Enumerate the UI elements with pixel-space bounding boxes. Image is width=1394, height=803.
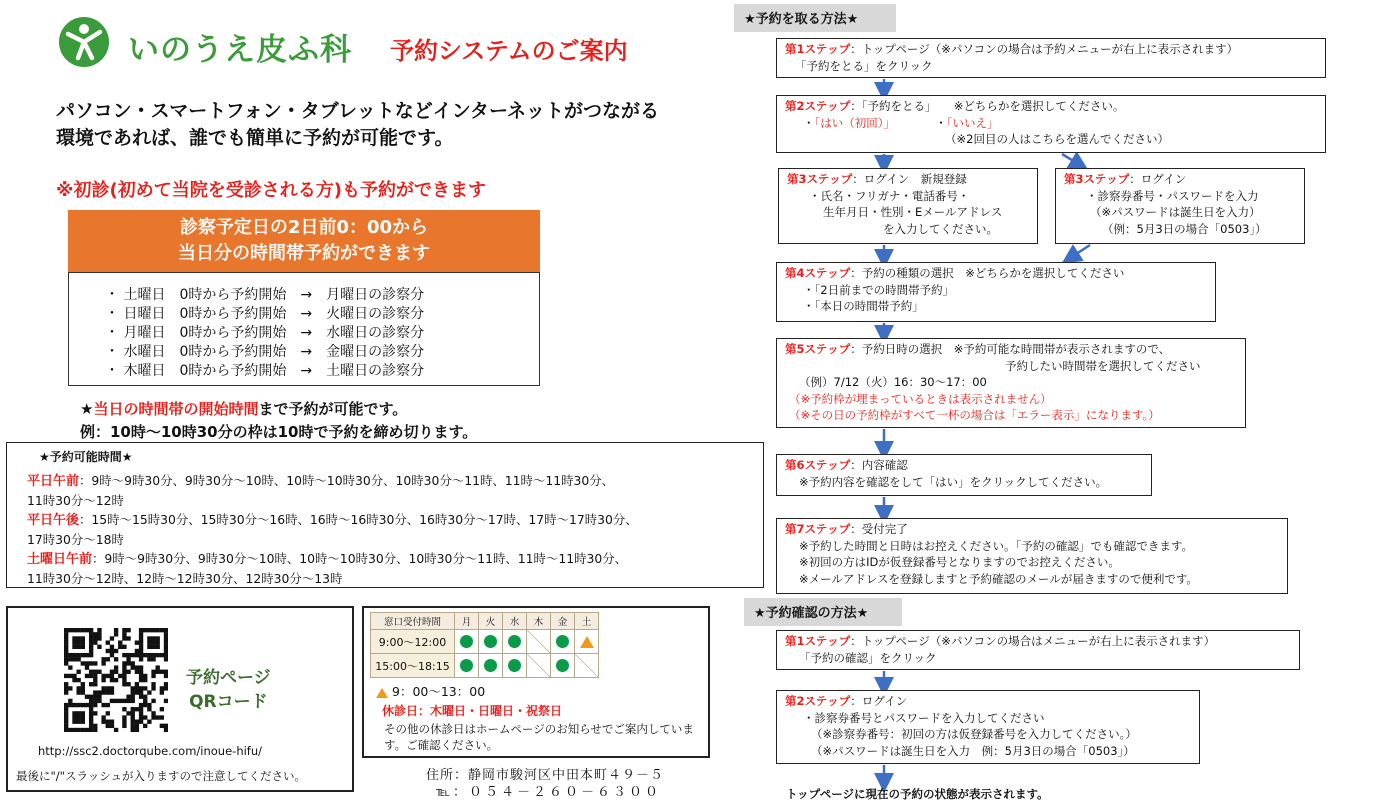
table-header-row bbox=[371, 613, 599, 630]
weekday-am-line bbox=[27, 471, 763, 491]
closed-cell bbox=[527, 630, 551, 654]
step-warning: （※その日の予約枠がすべて一杯の場合は「エラー表示」になります。） bbox=[789, 408, 1160, 422]
open-cell bbox=[479, 630, 503, 654]
step-text: （※2回目の人はこちらを選んでください） bbox=[945, 132, 1169, 146]
weekday-pm-line bbox=[27, 510, 763, 530]
step-text: 「予約の確認」をクリック bbox=[799, 650, 937, 665]
clinic-name: いのうえ皮ふ科 bbox=[128, 32, 352, 68]
url-slash-note: 最後に"/"スラッシュが入りますので注意してください。 bbox=[16, 769, 306, 783]
step-text: 生年月日・性別・Eメールアドレス bbox=[823, 205, 1003, 219]
bullet: ・ bbox=[889, 115, 947, 130]
confirm-step-2-box bbox=[776, 690, 1200, 764]
page-title: 予約システムのご案内 bbox=[390, 37, 628, 65]
weekday-am-line-2: 11時30分～12時 bbox=[27, 493, 124, 508]
weekday-pm-times: ：15時～15時30分、15時30分～16時、16時～16時30分、16時30分～17時、17時～17時30分、 bbox=[79, 512, 638, 527]
step-label: 第4ステップ bbox=[785, 266, 851, 280]
deadline-rest: まで予約が可能です。 bbox=[258, 400, 408, 418]
step-text: ・「本日の時間帯予約」 bbox=[803, 299, 924, 313]
step-text: を入力してください。 bbox=[883, 221, 998, 236]
intro-text bbox=[56, 98, 736, 152]
reception-hours-table bbox=[370, 612, 599, 678]
open-dot-icon bbox=[508, 635, 521, 648]
address: 住所：静岡市駿河区中田本町４９－５ bbox=[426, 768, 665, 783]
step-label: 第3ステップ bbox=[787, 172, 853, 186]
step-1-box bbox=[776, 38, 1326, 78]
open-cell bbox=[503, 654, 527, 678]
step-6-box bbox=[776, 454, 1152, 496]
step-text: 「予約をとる」をクリック bbox=[795, 58, 933, 73]
open-dot-icon bbox=[484, 635, 497, 648]
confirm-step-1-box bbox=[776, 630, 1300, 670]
open-cell bbox=[455, 654, 479, 678]
qr-label-line-2: QRコード bbox=[189, 692, 268, 712]
schedule-row: ・ 日曜日 0時から予約開始 → 火曜日の診察分 bbox=[105, 306, 425, 322]
open-cell bbox=[551, 630, 575, 654]
booking-schedule-list bbox=[68, 272, 540, 386]
step-text: ：ログイン bbox=[850, 694, 908, 708]
step-3-returning-box bbox=[1055, 168, 1305, 244]
step-label: 第7ステップ bbox=[785, 522, 851, 536]
step-5-box bbox=[776, 338, 1246, 428]
saturday-hours bbox=[376, 682, 485, 700]
step-text: ・「2日前までの時間帯予約」 bbox=[803, 282, 955, 297]
option-yes: 「はい（初回）」 bbox=[814, 115, 890, 130]
step-text: ：予約日時の選択 ※予約可能な時間帯が表示されますので、 bbox=[850, 342, 1171, 356]
step-7-box bbox=[776, 518, 1288, 594]
how-to-book-heading: ★予約を取る方法★ bbox=[734, 4, 896, 32]
open-dot-icon bbox=[556, 635, 569, 648]
qr-code-box bbox=[6, 606, 354, 792]
reception-hours-box bbox=[362, 606, 710, 758]
step-text: ：受付完了 bbox=[850, 522, 908, 536]
open-cell bbox=[551, 654, 575, 678]
day-header: 金 bbox=[551, 613, 575, 630]
step-text: ：内容確認 bbox=[850, 458, 908, 472]
star-mark: ★ bbox=[80, 400, 94, 418]
weekday-pm-line-2: 17時30分～18時 bbox=[27, 532, 124, 547]
step-label: 第3ステップ bbox=[1064, 172, 1130, 186]
saturday-label: 土曜日午前 bbox=[27, 552, 93, 567]
closed-days: 休診日：木曜日・日曜日・祝祭日 bbox=[382, 704, 563, 718]
triangle-icon bbox=[376, 688, 388, 698]
saturday-line-2: 11時30分～12時、12時～12時30分、12時30分～13時 bbox=[27, 571, 343, 586]
time-cell: 15:00～18:15 bbox=[371, 654, 455, 678]
step-label: 第5ステップ bbox=[785, 342, 851, 356]
step-text: ：トップページ（※パソコンの場合はメニューが右上に表示されます） bbox=[850, 634, 1216, 648]
other-closed-note: その他の休診日はホームページのお知らせでご案内しています。ご確認ください。 bbox=[384, 722, 694, 752]
banner-line-1: 診察予定日の2日前0：00から bbox=[179, 217, 429, 238]
step-text: （例）7/12（火）16：30～17：00 bbox=[799, 375, 987, 389]
weekday-am-times: ：9時～9時30分、9時30分～10時、10時～10時30分、10時30分～11時、11時～11時30分、 bbox=[79, 473, 615, 488]
step-text: ※初回の方はIDが仮登録番号となりますのでお控えください。 bbox=[799, 555, 1120, 569]
open-dot-icon bbox=[460, 659, 473, 672]
deadline-example: 例：10時～10時30分の枠は10時で予約を締め切ります。 bbox=[80, 423, 478, 441]
step-text: 予約したい時間帯を選択してください bbox=[1005, 358, 1201, 373]
qr-code-icon[interactable] bbox=[64, 628, 168, 732]
open-cell bbox=[455, 630, 479, 654]
step-label: 第2ステップ bbox=[785, 99, 851, 113]
table-row bbox=[371, 630, 599, 654]
available-times-box bbox=[6, 442, 764, 588]
banner-line-2: 当日分の時間帯予約ができます bbox=[178, 243, 430, 264]
step-text: ：ログイン 新規登録 bbox=[852, 172, 967, 186]
schedule-row: ・ 月曜日 0時から予約開始 → 水曜日の診察分 bbox=[105, 325, 425, 341]
bullet: ・ bbox=[803, 115, 815, 130]
weekday-pm-label: 平日午後 bbox=[27, 513, 80, 528]
day-header: 水 bbox=[503, 613, 527, 630]
intro-line-2: 環境であれば、誰でも簡単に予約が可能です。 bbox=[56, 127, 454, 149]
schedule-row: ・ 土曜日 0時から予約開始 → 月曜日の診察分 bbox=[105, 287, 425, 303]
table-header-cell: 窓口受付時間 bbox=[371, 613, 455, 630]
step-text: ※予約内容を確認をして「はい」をクリックしてください。 bbox=[799, 474, 1108, 489]
open-cell bbox=[479, 654, 503, 678]
step-text: ：「予約をとる」 ※どちらかを選択してください。 bbox=[850, 99, 1125, 113]
closed-cell bbox=[575, 654, 599, 678]
weekday-am-label: 平日午前 bbox=[27, 474, 80, 489]
first-visit-note: ※初診(初めて当院を受診される方)も予約ができます bbox=[56, 180, 486, 201]
final-note: トップページに現在の予約の状態が表示されます。 bbox=[786, 787, 1049, 801]
step-text: ・氏名・フリガナ・電話番号・ bbox=[809, 188, 970, 203]
qr-label bbox=[186, 666, 271, 714]
table-row bbox=[371, 654, 599, 678]
step-text: ：予約の種類の選択 ※どちらかを選択してください bbox=[850, 266, 1125, 280]
saturday-times: ：9時～9時30分、9時30分～10時、10時～10時30分、10時30分～11時、11時～11時30分、 bbox=[92, 551, 628, 566]
step-text: （例：5月3日の場合「0503」） bbox=[1102, 221, 1267, 236]
schedule-row: ・ 木曜日 0時から予約開始 → 土曜日の診察分 bbox=[105, 363, 425, 379]
booking-url-link[interactable]: http://ssc2.doctorqube.com/inoue-hifu/ bbox=[38, 744, 263, 758]
step-text: （※パスワードは誕生日を入力） bbox=[1090, 205, 1261, 219]
step-text: ：ログイン bbox=[1129, 172, 1187, 186]
step-text: ※予約した時間と日時はお控えください。「予約の確認」でも確認できます。 bbox=[799, 538, 1193, 553]
open-cell bbox=[503, 630, 527, 654]
step-text: ・診察券番号とパスワードを入力してください bbox=[803, 710, 1045, 725]
step-label: 第1ステップ bbox=[785, 42, 851, 56]
option-no: 「いいえ」 bbox=[946, 115, 999, 130]
open-dot-icon bbox=[508, 659, 521, 672]
phone-number: ℡：０５４－２６０－６３００ bbox=[436, 785, 661, 800]
step-text: ※メールアドレスを登録しますと予約確認のメールが届きますので便利です。 bbox=[799, 571, 1198, 586]
step-4-box bbox=[776, 262, 1216, 322]
deadline-note bbox=[80, 398, 407, 419]
step-text: （※診察券番号：初回の方は仮登録番号を入力してください。） bbox=[811, 727, 1137, 741]
intro-line-1: パソコン・スマートフォン・タブレットなどインターネットがつながる bbox=[56, 100, 660, 122]
open-dot-icon bbox=[484, 659, 497, 672]
booking-window-banner bbox=[68, 210, 540, 272]
day-header: 火 bbox=[479, 613, 503, 630]
open-dot-icon bbox=[556, 659, 569, 672]
morning-only-cell bbox=[575, 630, 599, 654]
saturday-hours-text: 9：00～13：00 bbox=[392, 684, 486, 699]
step-label: 第6ステップ bbox=[785, 458, 851, 472]
day-header: 木 bbox=[527, 613, 551, 630]
triangle-icon bbox=[580, 636, 594, 648]
day-header: 土 bbox=[575, 613, 599, 630]
step-text: ：トップページ（※パソコンの場合は予約メニューが右上に表示されます） bbox=[850, 42, 1239, 56]
step-text: ・診察券番号・パスワードを入力 bbox=[1086, 188, 1259, 203]
how-to-confirm-heading: ★予約確認の方法★ bbox=[744, 598, 902, 626]
qr-label-line-1: 予約ページ bbox=[186, 668, 271, 688]
saturday-line bbox=[27, 549, 763, 569]
day-header: 月 bbox=[455, 613, 479, 630]
step-text: （※パスワードは誕生日を入力 例：5月3日の場合「0503」） bbox=[811, 743, 1135, 758]
deadline-highlight: 当日の時間帯の開始時間 bbox=[93, 400, 259, 418]
open-dot-icon bbox=[460, 635, 473, 648]
schedule-row: ・ 水曜日 0時から予約開始 → 金曜日の診察分 bbox=[105, 344, 425, 360]
step-label: 第2ステップ bbox=[785, 694, 851, 708]
step-label: 第1ステップ bbox=[785, 634, 851, 648]
step-3-new-box bbox=[778, 168, 1038, 244]
available-times-title: ★予約可能時間★ bbox=[39, 450, 133, 464]
clinic-logo-icon bbox=[58, 16, 110, 68]
step-options bbox=[785, 115, 1317, 132]
step-2-box bbox=[776, 95, 1326, 153]
closed-cell bbox=[527, 654, 551, 678]
step-warning: （※予約枠が埋まっているときは表示されません） bbox=[789, 391, 1052, 406]
time-cell: 9:00～12:00 bbox=[371, 630, 455, 654]
